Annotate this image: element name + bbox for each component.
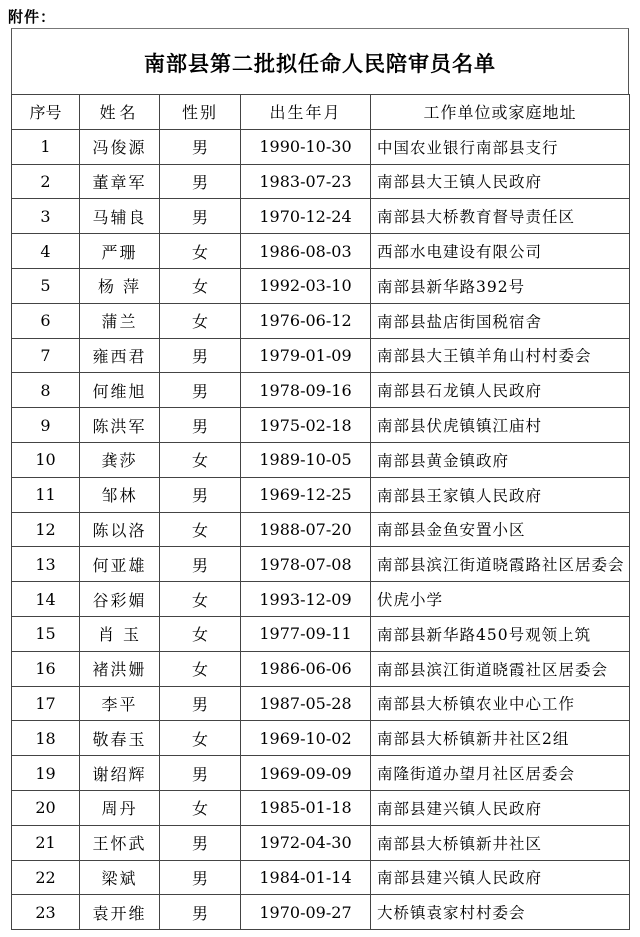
row-birth-date: 1978-09-16 (241, 373, 371, 408)
row-gender: 男 (160, 895, 241, 930)
row-name: 李平 (80, 686, 160, 721)
table-header-row (12, 95, 630, 130)
row-gender: 女 (160, 512, 241, 547)
row-address: 南部县滨江街道晓霞路社区居委会 (371, 547, 630, 582)
row-name: 袁开维 (80, 895, 160, 930)
row-address: 南部县大桥镇新井社区2组 (371, 721, 630, 756)
row-name: 褚洪姗 (80, 651, 160, 686)
row-address: 南部县新华路392号 (371, 268, 630, 303)
row-number: 23 (12, 895, 80, 930)
row-number: 8 (12, 373, 80, 408)
row-gender: 女 (160, 582, 241, 617)
row-name: 龚莎 (80, 442, 160, 477)
row-gender: 女 (160, 234, 241, 269)
row-number: 15 (12, 616, 80, 651)
row-number: 2 (12, 164, 80, 199)
juror-table (11, 94, 630, 930)
row-address: 南部县大王镇人民政府 (371, 164, 630, 199)
row-address: 中国农业银行南部县支行 (371, 129, 630, 164)
row-birth-date: 1969-12-25 (241, 477, 371, 512)
row-address: 南部县建兴镇人民政府 (371, 860, 630, 895)
row-birth-date: 1976-06-12 (241, 303, 371, 338)
row-name: 陈洪军 (80, 408, 160, 443)
row-address: 南部县大桥镇新井社区 (371, 825, 630, 860)
row-address: 南部县大桥教育督导责任区 (371, 199, 630, 234)
table-row (12, 408, 630, 443)
row-gender: 男 (160, 756, 241, 791)
row-number: 11 (12, 477, 80, 512)
table-row (12, 582, 630, 617)
row-address: 南部县黄金镇政府 (371, 442, 630, 477)
row-birth-date: 1970-09-27 (241, 895, 371, 930)
row-address: 南隆街道办望月社区居委会 (371, 756, 630, 791)
table-row (12, 895, 630, 930)
table-row (12, 686, 630, 721)
table-row (12, 512, 630, 547)
row-number: 10 (12, 442, 80, 477)
row-gender: 男 (160, 547, 241, 582)
row-number: 5 (12, 268, 80, 303)
row-gender: 女 (160, 616, 241, 651)
row-gender: 女 (160, 721, 241, 756)
row-gender: 女 (160, 442, 241, 477)
row-number: 1 (12, 129, 80, 164)
row-number: 4 (12, 234, 80, 269)
row-gender: 男 (160, 164, 241, 199)
row-gender: 男 (160, 860, 241, 895)
row-gender: 女 (160, 790, 241, 825)
row-number: 3 (12, 199, 80, 234)
attachment-label: 附件： (8, 8, 57, 26)
table-row (12, 651, 630, 686)
table-row (12, 338, 630, 373)
row-gender: 男 (160, 129, 241, 164)
table-row (12, 234, 630, 269)
row-number: 12 (12, 512, 80, 547)
row-birth-date: 1990-10-30 (241, 129, 371, 164)
row-name: 梁斌 (80, 860, 160, 895)
row-birth-date: 1987-05-28 (241, 686, 371, 721)
row-address: 伏虎小学 (371, 582, 630, 617)
table-row (12, 442, 630, 477)
title-box (11, 28, 629, 94)
row-gender: 男 (160, 825, 241, 860)
row-address: 大桥镇袁家村村委会 (371, 895, 630, 930)
table-row (12, 268, 630, 303)
row-birth-date: 1972-04-30 (241, 825, 371, 860)
row-gender: 男 (160, 199, 241, 234)
row-birth-date: 1989-10-05 (241, 442, 371, 477)
row-name: 马辅良 (80, 199, 160, 234)
row-birth-date: 1986-08-03 (241, 234, 371, 269)
row-birth-date: 1969-09-09 (241, 756, 371, 791)
row-gender: 男 (160, 338, 241, 373)
row-birth-date: 1992-03-10 (241, 268, 371, 303)
row-birth-date: 1969-10-02 (241, 721, 371, 756)
row-number: 21 (12, 825, 80, 860)
row-birth-date: 1988-07-20 (241, 512, 371, 547)
row-gender: 女 (160, 303, 241, 338)
row-name: 谢绍辉 (80, 756, 160, 791)
row-address: 南部县王家镇人民政府 (371, 477, 630, 512)
document-title: 南部县第二批拟任命人民陪审员名单 (144, 51, 496, 76)
row-name: 王怀武 (80, 825, 160, 860)
table-row (12, 129, 630, 164)
row-gender: 男 (160, 686, 241, 721)
table-row (12, 616, 630, 651)
header-no: 序号 (12, 95, 80, 130)
row-birth-date: 1978-07-08 (241, 547, 371, 582)
row-number: 17 (12, 686, 80, 721)
row-name: 何亚雄 (80, 547, 160, 582)
table-row (12, 303, 630, 338)
row-name: 何维旭 (80, 373, 160, 408)
row-name: 雍西君 (80, 338, 160, 373)
row-name: 敬春玉 (80, 721, 160, 756)
row-address: 南部县盐店街国税宿舍 (371, 303, 630, 338)
row-name: 陈以洛 (80, 512, 160, 547)
row-address: 西部水电建设有限公司 (371, 234, 630, 269)
table-row (12, 164, 630, 199)
row-name: 蒲兰 (80, 303, 160, 338)
table-row (12, 756, 630, 791)
header-gender: 性别 (160, 95, 241, 130)
row-number: 9 (12, 408, 80, 443)
header-address: 工作单位或家庭地址 (371, 95, 630, 130)
row-number: 7 (12, 338, 80, 373)
row-name: 董章军 (80, 164, 160, 199)
table-row (12, 373, 630, 408)
row-number: 6 (12, 303, 80, 338)
header-birth: 出生年月 (241, 95, 371, 130)
table-row (12, 860, 630, 895)
row-address: 南部县伏虎镇镇江庙村 (371, 408, 630, 443)
row-address: 南部县建兴镇人民政府 (371, 790, 630, 825)
row-number: 18 (12, 721, 80, 756)
table-row (12, 721, 630, 756)
row-birth-date: 1975-02-18 (241, 408, 371, 443)
row-address: 南部县新华路450号观领上筑 (371, 616, 630, 651)
table-row (12, 199, 630, 234)
row-birth-date: 1979-01-09 (241, 338, 371, 373)
row-address: 南部县滨江街道晓霞社区居委会 (371, 651, 630, 686)
row-birth-date: 1983-07-23 (241, 164, 371, 199)
row-birth-date: 1993-12-09 (241, 582, 371, 617)
row-number: 22 (12, 860, 80, 895)
row-gender: 男 (160, 408, 241, 443)
header-name: 姓名 (80, 95, 160, 130)
row-name: 谷彩媚 (80, 582, 160, 617)
row-birth-date: 1977-09-11 (241, 616, 371, 651)
row-number: 14 (12, 582, 80, 617)
row-gender: 女 (160, 651, 241, 686)
row-address: 南部县石龙镇人民政府 (371, 373, 630, 408)
row-gender: 女 (160, 268, 241, 303)
row-name: 冯俊源 (80, 129, 160, 164)
row-birth-date: 1970-12-24 (241, 199, 371, 234)
row-address: 南部县大王镇羊角山村村委会 (371, 338, 630, 373)
row-number: 20 (12, 790, 80, 825)
row-birth-date: 1985-01-18 (241, 790, 371, 825)
row-address: 南部县大桥镇农业中心工作 (371, 686, 630, 721)
table-row (12, 790, 630, 825)
table-row (12, 825, 630, 860)
row-name: 严珊 (80, 234, 160, 269)
row-number: 16 (12, 651, 80, 686)
row-name: 杨 萍 (80, 268, 160, 303)
table-row (12, 477, 630, 512)
row-birth-date: 1986-06-06 (241, 651, 371, 686)
row-number: 13 (12, 547, 80, 582)
row-name: 邹林 (80, 477, 160, 512)
row-gender: 男 (160, 477, 241, 512)
row-birth-date: 1984-01-14 (241, 860, 371, 895)
table-row (12, 547, 630, 582)
row-gender: 男 (160, 373, 241, 408)
row-address: 南部县金鱼安置小区 (371, 512, 630, 547)
row-name: 肖 玉 (80, 616, 160, 651)
row-number: 19 (12, 756, 80, 791)
row-name: 周丹 (80, 790, 160, 825)
